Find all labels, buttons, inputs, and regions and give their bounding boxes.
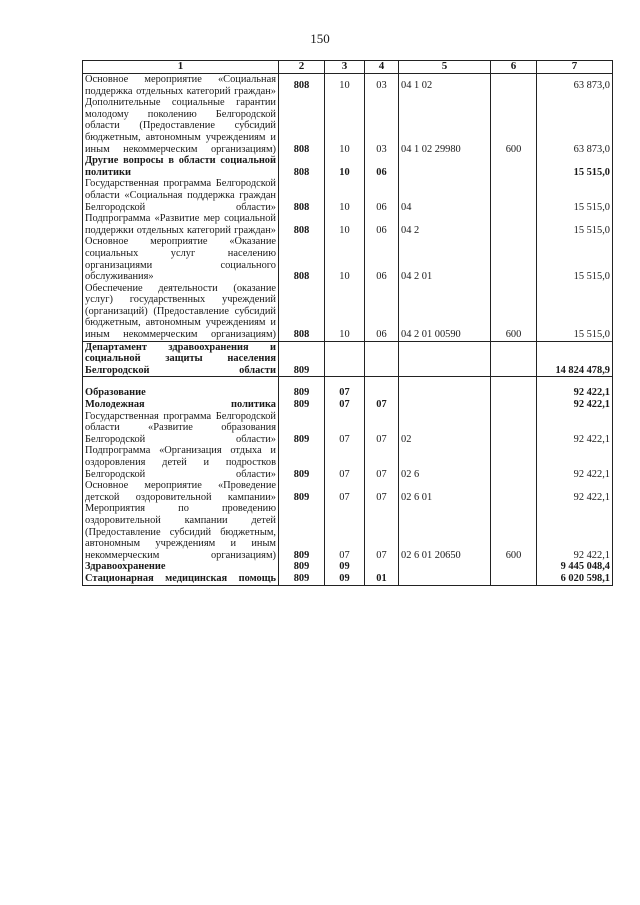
- cell-target-article: 02: [399, 411, 491, 446]
- cell-subsection-code: 07: [365, 399, 399, 411]
- cell-expense-type: [491, 399, 537, 411]
- row-name: Основное мероприятие «Оказание социальных услуг населению организациями социального обслуживания»: [83, 236, 279, 282]
- cell-section-code: 10: [325, 236, 365, 282]
- cell-target-article: [399, 341, 491, 377]
- row-name: Стационарная медицинская помощь: [83, 573, 279, 585]
- row-name: Другие вопросы в области социальной политики: [83, 155, 279, 178]
- header-col-1: 1: [83, 61, 279, 74]
- cell-expense-type: [491, 480, 537, 503]
- table-row: [83, 573, 613, 585]
- table-body: [83, 74, 613, 586]
- row-name: Молодежная политика: [83, 399, 279, 411]
- row-name: Подпрограмма «Организация отдыха и оздоровления детей и подростков Белгородской области»: [83, 445, 279, 480]
- cell-target-article: 04: [399, 178, 491, 213]
- header-col-5: 5: [399, 61, 491, 74]
- cell-target-article: [399, 573, 491, 585]
- table-row: [83, 387, 613, 399]
- cell-section-code: 10: [325, 213, 365, 236]
- cell-expense-type: [491, 445, 537, 480]
- spacer-cell: [537, 377, 613, 388]
- cell-subsection-code: 01: [365, 573, 399, 585]
- cell-target-article: [399, 155, 491, 178]
- cell-grbs-code: 808: [279, 178, 325, 213]
- row-name: Мероприятия по проведению оздоровительной кампании детей (Предоставление субсидий бюджетным, автономным учреждениям и иным некоммерческим организациям): [83, 503, 279, 561]
- cell-subsection-code: [365, 387, 399, 399]
- cell-section-code: 10: [325, 97, 365, 155]
- spacer-cell: [399, 377, 491, 388]
- table-row: [83, 155, 613, 178]
- spacer-cell: [279, 377, 325, 388]
- cell-subsection-code: 03: [365, 97, 399, 155]
- spacer-cell: [83, 377, 279, 388]
- row-name: Основное мероприятие «Проведение детской оздоровительной кампании»: [83, 480, 279, 503]
- table-row: [83, 445, 613, 480]
- cell-subsection-code: [365, 561, 399, 573]
- table-row: [83, 236, 613, 282]
- cell-grbs-code: 808: [279, 155, 325, 178]
- cell-amount: 92 422,1: [537, 387, 613, 399]
- table-row: [83, 283, 613, 341]
- cell-subsection-code: 07: [365, 445, 399, 480]
- cell-target-article: 04 1 02 29980: [399, 97, 491, 155]
- table-row: [83, 411, 613, 446]
- row-name: Основное мероприятие «Социальная поддержка отдельных категорий граждан»: [83, 74, 279, 98]
- table-row: [83, 503, 613, 561]
- cell-section-code: 07: [325, 411, 365, 446]
- cell-amount: 9 445 048,4: [537, 561, 613, 573]
- cell-grbs-code: 809: [279, 411, 325, 446]
- cell-expense-type: [491, 74, 537, 98]
- table-row: [83, 97, 613, 155]
- header-col-7: 7: [537, 61, 613, 74]
- header-col-2: 2: [279, 61, 325, 74]
- header-col-4: 4: [365, 61, 399, 74]
- cell-subsection-code: 06: [365, 283, 399, 341]
- table-row: [83, 213, 613, 236]
- cell-subsection-code: 07: [365, 411, 399, 446]
- cell-section-code: 07: [325, 445, 365, 480]
- row-name: Подпрограмма «Развитие мер социальной поддержки отдельных категорий граждан»: [83, 213, 279, 236]
- cell-expense-type: 600: [491, 283, 537, 341]
- row-name: Государственная программа Белгородской области «Развитие образования Белгородской области»: [83, 411, 279, 446]
- cell-target-article: 04 2 01: [399, 236, 491, 282]
- cell-amount: 92 422,1: [537, 503, 613, 561]
- cell-grbs-code: 808: [279, 97, 325, 155]
- header-row: [83, 61, 613, 74]
- cell-grbs-code: 808: [279, 283, 325, 341]
- row-name: Обеспечение деятельности (оказание услуг) государственных учреждений (организаций) (Предоставление субсидий бюджетным, автономным учреждениям и иным некоммерческим организациям): [83, 283, 279, 341]
- cell-section-code: 10: [325, 178, 365, 213]
- cell-amount: 63 873,0: [537, 74, 613, 98]
- cell-amount: 6 020 598,1: [537, 573, 613, 585]
- cell-amount: 92 422,1: [537, 411, 613, 446]
- page-number: 150: [310, 31, 330, 46]
- cell-target-article: 04 2 01 00590: [399, 283, 491, 341]
- cell-section-code: 09: [325, 561, 365, 573]
- budget-table: [82, 60, 613, 586]
- cell-subsection-code: 06: [365, 236, 399, 282]
- row-name: Государственная программа Белгородской области «Социальная поддержка граждан Белгородской области»: [83, 178, 279, 213]
- table-row: [83, 74, 613, 98]
- row-name: Дополнительные социальные гарантии молодому поколению Белгородской области (Предоставление субсидий бюджетным, автономным учреждениям и иным некоммерческим организациям): [83, 97, 279, 155]
- spacer-cell: [365, 377, 399, 388]
- row-name: Образование: [83, 387, 279, 399]
- cell-amount: 15 515,0: [537, 283, 613, 341]
- cell-amount: 15 515,0: [537, 155, 613, 178]
- cell-section-code: 07: [325, 387, 365, 399]
- cell-amount: 15 515,0: [537, 236, 613, 282]
- row-name: Департамент здравоохранения и социальной защиты населения Белгородской области: [83, 341, 279, 377]
- cell-subsection-code: 06: [365, 155, 399, 178]
- cell-grbs-code: 808: [279, 74, 325, 98]
- cell-amount: 15 515,0: [537, 213, 613, 236]
- cell-subsection-code: 06: [365, 213, 399, 236]
- cell-amount: 63 873,0: [537, 97, 613, 155]
- cell-expense-type: [491, 213, 537, 236]
- cell-subsection-code: 03: [365, 74, 399, 98]
- cell-expense-type: [491, 341, 537, 377]
- cell-section-code: 07: [325, 399, 365, 411]
- cell-section-code: 10: [325, 155, 365, 178]
- cell-section-code: 09: [325, 573, 365, 585]
- cell-section-code: 07: [325, 503, 365, 561]
- table-row: [83, 399, 613, 411]
- cell-expense-type: 600: [491, 97, 537, 155]
- cell-amount: 92 422,1: [537, 445, 613, 480]
- cell-target-article: [399, 387, 491, 399]
- cell-target-article: [399, 561, 491, 573]
- header-col-6: 6: [491, 61, 537, 74]
- cell-amount: 14 824 478,9: [537, 341, 613, 377]
- cell-grbs-code: 809: [279, 387, 325, 399]
- cell-amount: 15 515,0: [537, 178, 613, 213]
- cell-expense-type: [491, 573, 537, 585]
- cell-amount: 92 422,1: [537, 480, 613, 503]
- cell-grbs-code: 809: [279, 561, 325, 573]
- header-col-3: 3: [325, 61, 365, 74]
- cell-expense-type: [491, 236, 537, 282]
- cell-target-article: 02 6: [399, 445, 491, 480]
- spacer-row: [83, 377, 613, 388]
- cell-expense-type: 600: [491, 503, 537, 561]
- cell-subsection-code: 06: [365, 178, 399, 213]
- cell-grbs-code: 808: [279, 213, 325, 236]
- cell-expense-type: [491, 387, 537, 399]
- cell-grbs-code: 809: [279, 573, 325, 585]
- cell-target-article: 02 6 01: [399, 480, 491, 503]
- row-name: Здравоохранение: [83, 561, 279, 573]
- table-row: [83, 561, 613, 573]
- cell-expense-type: [491, 178, 537, 213]
- cell-expense-type: [491, 411, 537, 446]
- table-row: [83, 341, 613, 377]
- cell-subsection-code: 07: [365, 480, 399, 503]
- table-row: [83, 480, 613, 503]
- cell-section-code: 10: [325, 283, 365, 341]
- cell-grbs-code: 809: [279, 445, 325, 480]
- cell-subsection-code: 07: [365, 503, 399, 561]
- cell-section-code: 07: [325, 480, 365, 503]
- cell-target-article: [399, 399, 491, 411]
- cell-grbs-code: 808: [279, 236, 325, 282]
- cell-target-article: 04 2: [399, 213, 491, 236]
- cell-expense-type: [491, 155, 537, 178]
- cell-subsection-code: [365, 341, 399, 377]
- cell-section-code: 10: [325, 74, 365, 98]
- spacer-cell: [491, 377, 537, 388]
- cell-grbs-code: 809: [279, 399, 325, 411]
- cell-grbs-code: 809: [279, 503, 325, 561]
- cell-target-article: 04 1 02: [399, 74, 491, 98]
- cell-amount: 92 422,1: [537, 399, 613, 411]
- spacer-cell: [325, 377, 365, 388]
- cell-section-code: [325, 341, 365, 377]
- table-row: [83, 178, 613, 213]
- cell-grbs-code: 809: [279, 341, 325, 377]
- cell-grbs-code: 809: [279, 480, 325, 503]
- cell-expense-type: [491, 561, 537, 573]
- cell-target-article: 02 6 01 20650: [399, 503, 491, 561]
